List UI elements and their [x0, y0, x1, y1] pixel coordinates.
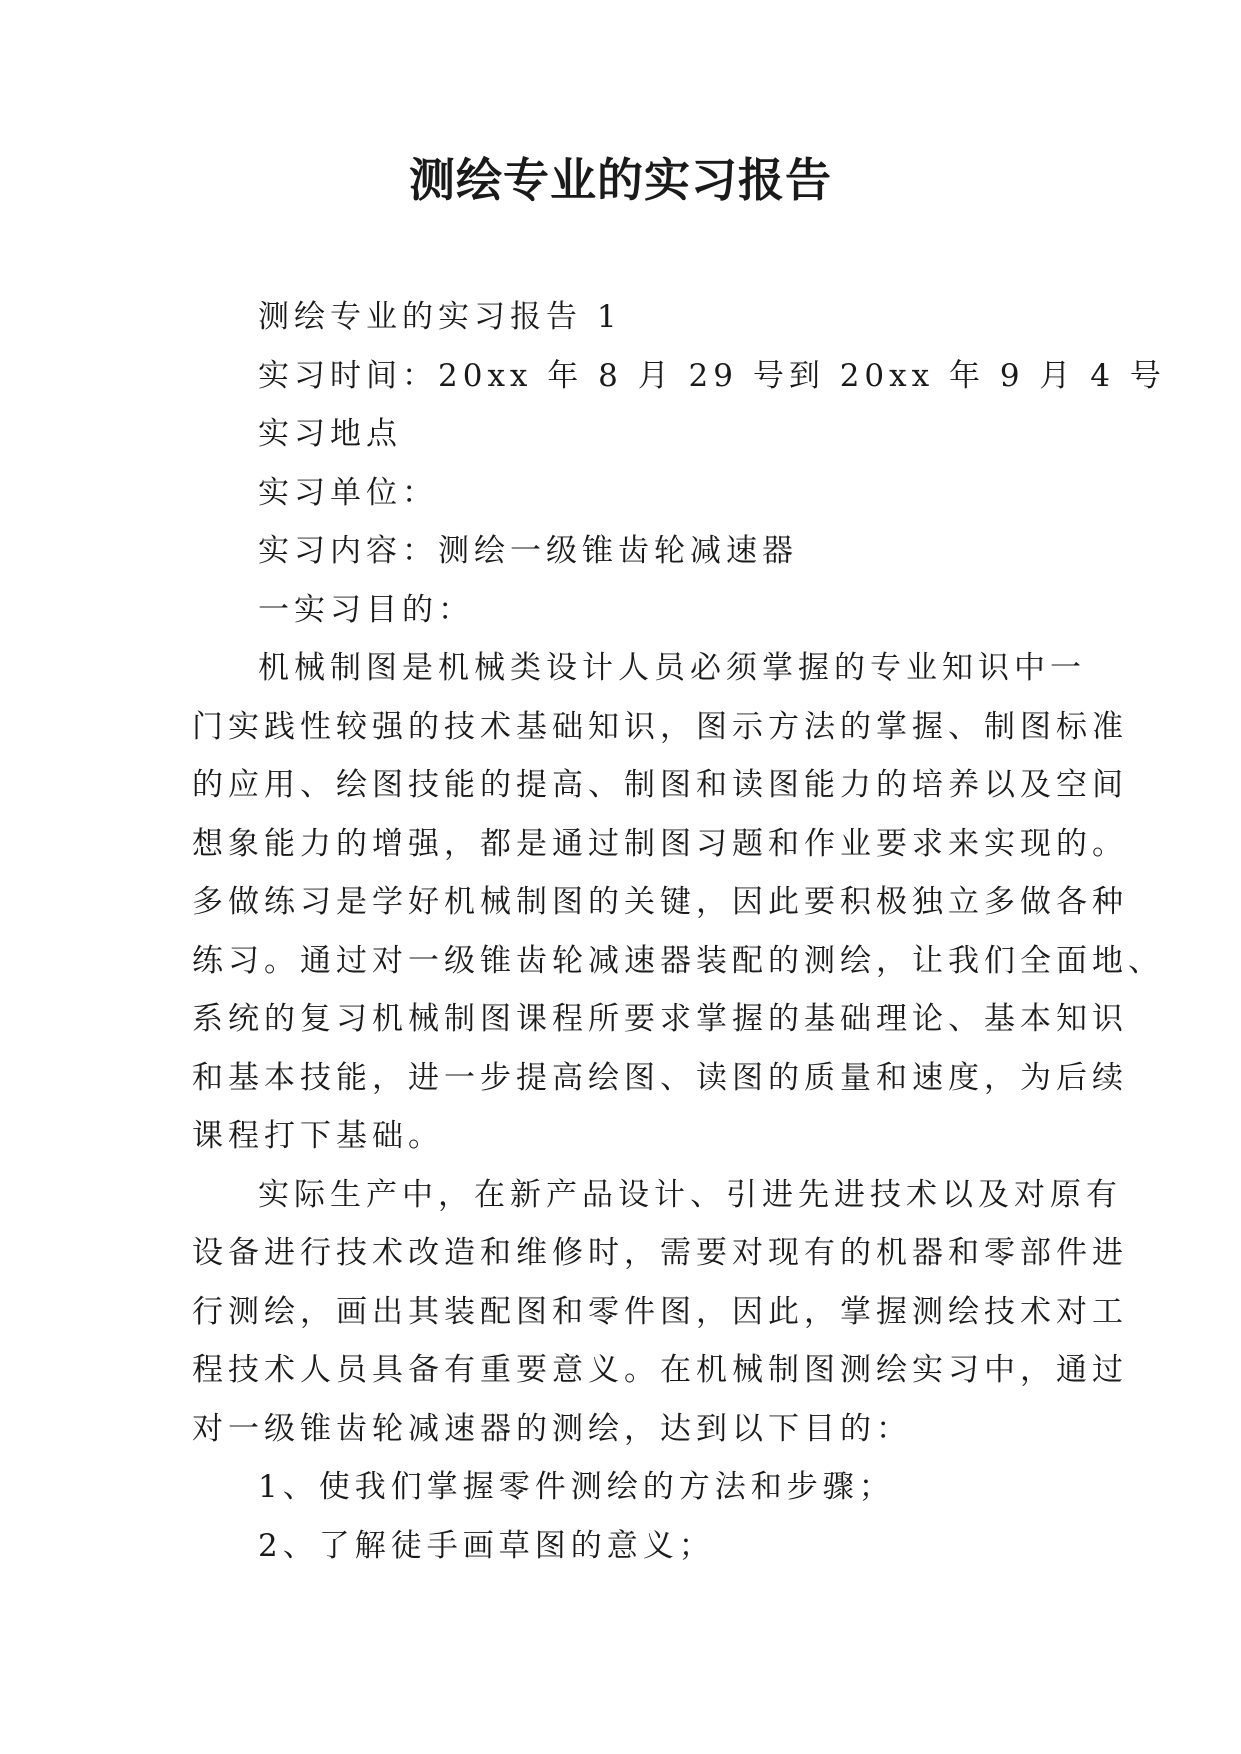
- text-line: 想象能力的增强，都是通过制图习题和作业要求来实现的。: [192, 825, 1128, 862]
- text-line: 系统的复习机械制图课程所要求掌握的基础理论、基本知识: [192, 1001, 1128, 1037]
- text-line: 测绘专业的实习报告 1: [258, 299, 622, 335]
- text-line: 门实践性较强的技术基础知识，图示方法的掌握、制图标准: [192, 708, 1128, 745]
- text-line: 实际生产中，在新产品设计、引进先进技术以及对原有: [258, 1176, 1122, 1213]
- text-line: 设备进行技术改造和维修时，需要对现有的机器和零部件进: [192, 1235, 1128, 1271]
- text-line: 行测绘，画出其装配图和零件图，因此，掌握测绘技术对工: [192, 1293, 1128, 1330]
- text-line: 和基本技能，进一步提高绘图、读图的质量和速度，为后续: [192, 1059, 1128, 1096]
- text-line: 程技术人员具备有重要意义。在机械制图测绘实习中，通过: [192, 1352, 1128, 1388]
- text-line: 实习时间：20xx 年 8 月 29 号到 20xx 年 9 月 4 号: [258, 357, 1166, 394]
- text-line: 练习。通过对一级锥齿轮减速器装配的测绘，让我们全面地、: [192, 942, 1164, 979]
- text-line: 机械制图是机械类设计人员必须掌握的专业知识中一: [258, 650, 1086, 686]
- text-line: 一实习目的：: [258, 591, 474, 628]
- text-line: 的应用、绘图技能的提高、制图和读图能力的培养以及空间: [192, 767, 1128, 803]
- text-line: 多做练习是学好机械制图的关键，因此要积极独立多做各种: [192, 884, 1128, 920]
- text-line: 2、了解徒手画草图的意义；: [258, 1527, 715, 1564]
- document-title: 测绘专业的实习报告: [409, 153, 832, 207]
- text-line: 对一级锥齿轮减速器的测绘，达到以下目的：: [192, 1410, 912, 1447]
- text-line: 1、使我们掌握零件测绘的方法和步骤；: [258, 1469, 895, 1505]
- text-line: 实习单位：: [258, 474, 438, 511]
- text-line: 课程打下基础。: [192, 1118, 444, 1154]
- text-line: 实习内容：测绘一级锥齿轮减速器: [258, 533, 798, 569]
- document-body: [192, 288, 1166, 1575]
- text-line: 实习地点: [258, 416, 402, 452]
